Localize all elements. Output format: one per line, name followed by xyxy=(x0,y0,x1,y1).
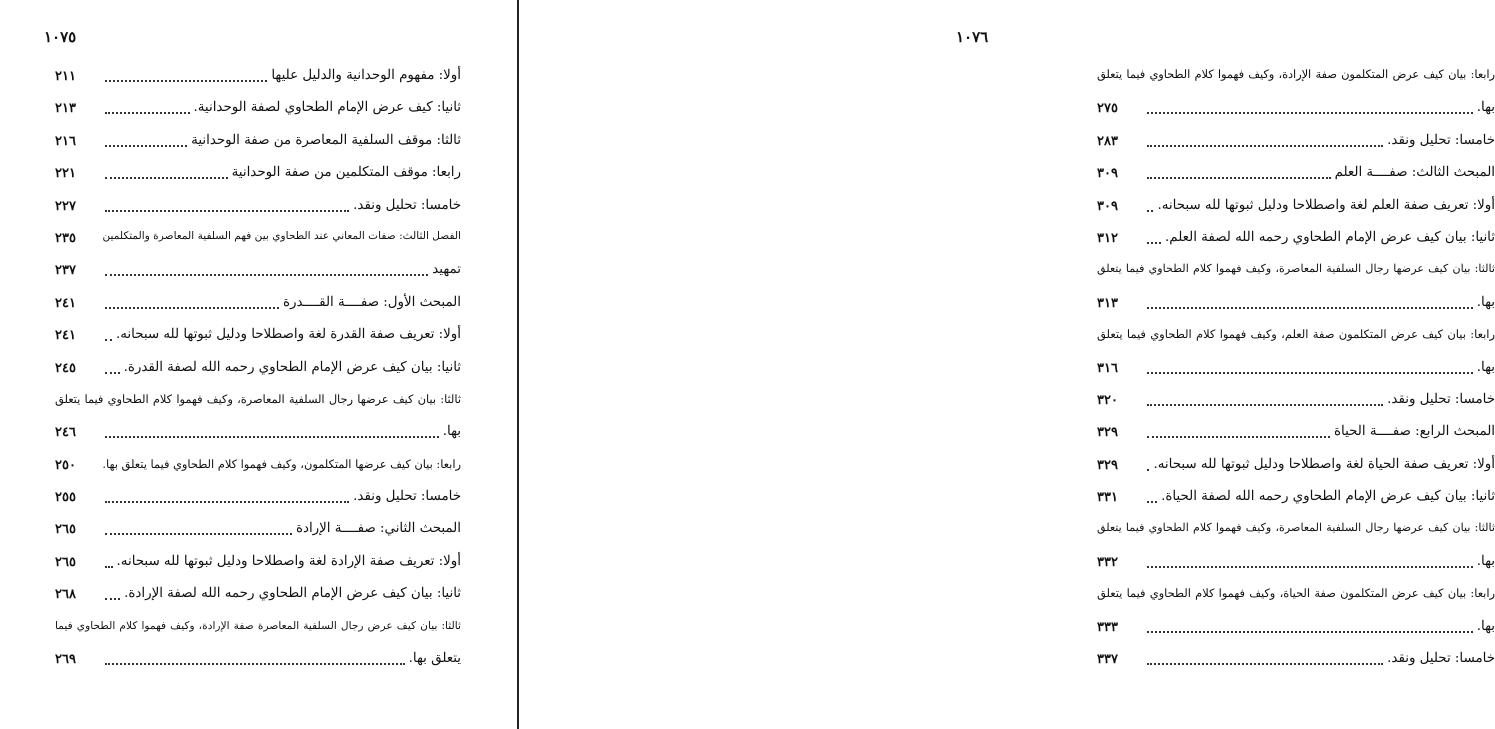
toc-entry xyxy=(55,290,461,322)
left-page xyxy=(0,0,517,729)
toc-entry-text: بها. xyxy=(442,424,461,440)
toc-dot-leader xyxy=(1147,175,1331,179)
toc-entry-text: رابعا: بيان كيف عرضها المتكلمون، وكيف فهموا كلام الطحاوي فيما يتعلق بها. xyxy=(102,456,461,471)
toc-entry xyxy=(1097,549,1495,581)
toc-entry xyxy=(1097,646,1495,678)
toc-entry-page: ٢٨٣ xyxy=(1097,133,1118,149)
toc-entry-text: ثانيا: بيان كيف عرض الإمام الطحاوي رحمه الله لصفة العلم. xyxy=(1165,229,1495,245)
toc-entry xyxy=(55,322,461,354)
toc-entry-text: المبحث الثاني: صفــــة الإرادة xyxy=(295,521,461,537)
toc-entry xyxy=(1097,355,1495,387)
toc-entry xyxy=(55,387,461,419)
toc-entry-text: المبحث الرابع: صفــــة الحياة xyxy=(1333,424,1495,440)
toc-dot-leader xyxy=(1147,110,1473,114)
toc-entry-text: خامسا: تحليل ونقد. xyxy=(353,197,461,213)
toc-dot-leader xyxy=(105,110,190,114)
toc-dot-leader xyxy=(105,175,228,179)
toc-entry-page: ٣٣٣ xyxy=(1097,619,1118,635)
right-toc-list xyxy=(1097,63,1495,678)
toc-entry xyxy=(55,646,461,678)
toc-entry-text: ثانيا: بيان كيف عرض الإمام الطحاوي رحمه الله لصفة القدرة. xyxy=(123,359,461,375)
toc-entry xyxy=(1097,257,1495,289)
toc-entry-text: خامسا: تحليل ونقد. xyxy=(1387,391,1495,407)
toc-entry-text: بها. xyxy=(1476,553,1495,569)
toc-entry xyxy=(55,160,461,192)
toc-entry-page: ٢١١ xyxy=(55,69,76,84)
toc-entry-text: رابعا: موقف المتكلمين من صفة الوحدانية xyxy=(231,165,461,181)
toc-entry-page: ٣٢٠ xyxy=(1097,392,1118,408)
toc-entry xyxy=(1097,63,1495,95)
toc-dot-leader xyxy=(1147,305,1473,309)
toc-entry-text: أولا: تعريف صفة الحياة لغة واصطلاحا ودليل ثبوتها لله سبحانه. xyxy=(1153,456,1495,472)
toc-entry-text: ثالثا: بيان كيف عرضها رجال السلفية المعاصرة، وكيف فهموا كلام الطحاوي فيما يتعلق xyxy=(1097,521,1495,535)
toc-entry-text: بها. xyxy=(1476,100,1495,116)
toc-entry-page: ٢٦٨ xyxy=(55,587,76,603)
toc-entry xyxy=(1097,581,1495,613)
toc-entry-text: رابعا: بيان كيف عرض المتكلمون صفة الحياة، وكيف فهموا كلام الطحاوي فيما يتعلق xyxy=(1097,586,1495,601)
toc-entry-text: أولا: مفهوم الوحدانية والدليل عليها xyxy=(271,68,461,83)
toc-entry-text: خامسا: تحليل ونقد. xyxy=(1387,132,1495,148)
toc-dot-leader xyxy=(105,564,113,568)
toc-entry-text: أولا: تعريف صفة القدرة لغة واصطلاحا ودليل ثبوتها لله سبحانه. xyxy=(115,327,461,343)
toc-entry xyxy=(55,355,461,387)
toc-entry-page: ٢١٣ xyxy=(55,101,76,117)
toc-dot-leader xyxy=(105,499,349,503)
toc-entry xyxy=(55,549,461,581)
toc-dot-leader xyxy=(1147,434,1330,438)
toc-dot-leader xyxy=(1147,370,1473,374)
toc-entry xyxy=(55,484,461,516)
toc-entry-text: بها. xyxy=(1476,359,1495,375)
toc-entry-text: الفصل الثالث: صفات المعاني عند الطحاوي بين فهم السلفية المعاصرة والمتكلمين xyxy=(102,229,461,242)
toc-dot-leader xyxy=(1147,467,1149,471)
toc-entry-page: ٣١٦ xyxy=(1097,360,1118,376)
toc-entry xyxy=(55,257,461,289)
toc-entry-text: أولا: تعريف صفة الإرادة لغة واصطلاحا ودليل ثبوتها لله سبحانه. xyxy=(116,553,461,569)
toc-entry-page: ٣٣٧ xyxy=(1097,652,1118,668)
toc-entry-page: ٣١٢ xyxy=(1097,230,1118,246)
toc-dot-leader xyxy=(105,78,267,82)
toc-dot-leader xyxy=(105,661,405,665)
toc-dot-leader xyxy=(1147,240,1161,244)
toc-dot-leader xyxy=(1147,499,1157,503)
toc-dot-leader xyxy=(1147,402,1383,406)
toc-entry-page: ٢٤١ xyxy=(55,295,76,311)
toc-entry-text: ثالثا: بيان كيف عرض رجال السلفية المعاصرة صفة الإرادة، وكيف فهموا كلام الطحاوي فيما xyxy=(55,618,461,632)
left-toc-list xyxy=(55,63,461,678)
toc-dot-leader xyxy=(105,596,120,600)
toc-entry xyxy=(1097,419,1495,451)
toc-entry xyxy=(1097,95,1495,127)
toc-entry-page: ٣٢٩ xyxy=(1097,457,1118,473)
toc-entry-page: ٣٣٢ xyxy=(1097,554,1118,570)
toc-entry xyxy=(1097,387,1495,419)
toc-entry-page: ٢٣٧ xyxy=(55,263,76,279)
toc-entry-text: أولا: تعريف صفة العلم لغة واصطلاحا ودليل ثبوتها لله سبحانه. xyxy=(1157,197,1495,213)
toc-entry xyxy=(1097,128,1495,160)
toc-dot-leader xyxy=(105,143,187,147)
toc-entry-page: ٢٦٥ xyxy=(55,522,76,538)
toc-entry xyxy=(55,516,461,548)
toc-entry-text: بها. xyxy=(1476,618,1495,634)
toc-entry xyxy=(1097,322,1495,354)
toc-entry-page: ٢١٦ xyxy=(55,133,76,149)
toc-entry xyxy=(55,128,461,160)
right-page-number: ١٠٧٦ xyxy=(956,28,989,46)
toc-entry-page: ٣١٣ xyxy=(1097,295,1118,311)
toc-entry xyxy=(55,63,461,95)
toc-entry-page: ٣٠٩ xyxy=(1097,198,1118,214)
toc-dot-leader xyxy=(105,531,292,535)
toc-entry xyxy=(1097,160,1495,192)
toc-entry xyxy=(1097,193,1495,225)
toc-entry xyxy=(1097,452,1495,484)
toc-entry-text: ثالثا: موقف السلفية المعاصرة من صفة الوحدانية xyxy=(191,132,461,148)
toc-entry-page: ٣٠٩ xyxy=(1097,166,1118,182)
toc-entry-text: خامسا: تحليل ونقد. xyxy=(1387,651,1495,667)
toc-entry xyxy=(55,419,461,451)
toc-entry xyxy=(1097,225,1495,257)
toc-entry-page: ٢٤٦ xyxy=(55,425,76,441)
toc-entry-page: ٢٦٩ xyxy=(55,652,76,668)
toc-dot-leader xyxy=(105,305,279,309)
toc-entry-page: ٢٤١ xyxy=(55,328,76,344)
toc-dot-leader xyxy=(105,370,120,374)
toc-entry-page: ٢٦٥ xyxy=(55,554,76,570)
toc-entry-page: ٢٢٧ xyxy=(55,198,76,214)
toc-entry-page: ٢٤٥ xyxy=(55,360,76,376)
toc-entry xyxy=(55,452,461,484)
left-page-number: ١٠٧٥ xyxy=(44,28,77,46)
toc-entry-text: خامسا: تحليل ونقد. xyxy=(353,489,461,505)
toc-entry xyxy=(55,95,461,127)
toc-entry xyxy=(55,193,461,225)
toc-dot-leader xyxy=(105,434,439,438)
toc-entry-text: ثانيا: بيان كيف عرض الإمام الطحاوي رحمه الله لصفة الإرادة. xyxy=(124,586,461,602)
toc-dot-leader xyxy=(1147,208,1153,212)
toc-entry xyxy=(55,225,461,257)
toc-entry-page: ٢٥٥ xyxy=(55,490,76,506)
toc-dot-leader xyxy=(105,208,349,212)
toc-entry xyxy=(1097,614,1495,646)
toc-entry-text: يتعلق بها. xyxy=(408,651,461,667)
toc-dot-leader xyxy=(1147,564,1473,568)
toc-entry-page: ٢٣٥ xyxy=(55,230,76,246)
toc-entry-text: رابعا: بيان كيف عرض المتكلمون صفة الإرادة، وكيف فهموا كلام الطحاوي فيما يتعلق xyxy=(1097,68,1495,81)
right-page xyxy=(519,0,1495,729)
toc-entry-page: ٢٧٥ xyxy=(1097,101,1118,117)
toc-entry-text: تمهيد xyxy=(432,262,461,278)
toc-entry-text: ثانيا: كيف عرض الإمام الطحاوي لصفة الوحدانية. xyxy=(193,100,461,116)
toc-dot-leader xyxy=(1147,629,1473,633)
toc-entry-text: ثالثا: بيان كيف عرضها رجال السلفية المعاصرة، وكيف فهموا كلام الطحاوي فيما يتعلق xyxy=(1097,262,1495,276)
toc-entry-text: المبحث الثالث: صفــــة العلم xyxy=(1334,165,1495,181)
toc-entry-text: بها. xyxy=(1476,294,1495,310)
toc-entry-text: ثالثا: بيان كيف عرضها رجال السلفية المعاصرة، وكيف فهموا كلام الطحاوي فيما يتعلق xyxy=(55,391,461,406)
toc-dot-leader xyxy=(105,272,428,276)
toc-entry-text: رابعا: بيان كيف عرض المتكلمون صفة العلم، وكيف فهموا كلام الطحاوي فيما يتعلق xyxy=(1097,327,1495,342)
toc-dot-leader xyxy=(105,337,112,341)
toc-entry-page: ٢٥٠ xyxy=(55,457,76,473)
toc-entry-page: ٣٢٩ xyxy=(1097,425,1118,441)
toc-entry-page: ٣٣١ xyxy=(1097,490,1118,506)
toc-entry xyxy=(1097,290,1495,322)
toc-dot-leader xyxy=(1147,661,1383,665)
toc-dot-leader xyxy=(1147,143,1383,147)
toc-entry xyxy=(55,581,461,613)
toc-entry-text: المبحث الأول: صفــــة القــــدرة xyxy=(282,294,461,310)
toc-entry-page: ٢٢١ xyxy=(55,166,76,182)
toc-entry xyxy=(55,614,461,646)
toc-entry-text: ثانيا: بيان كيف عرض الإمام الطحاوي رحمه الله لصفة الحياة. xyxy=(1161,489,1495,505)
toc-entry xyxy=(1097,516,1495,548)
toc-entry xyxy=(1097,484,1495,516)
